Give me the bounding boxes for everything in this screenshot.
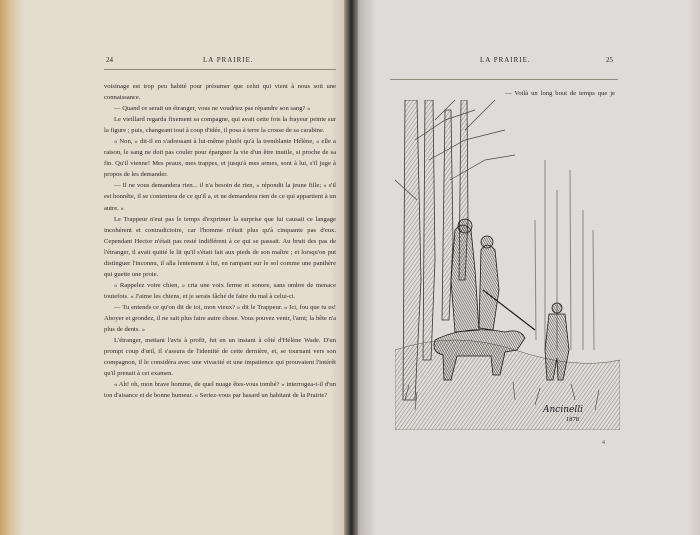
left-page-number: 24	[106, 56, 113, 64]
paragraph: L'étranger, mettant l'avis à profit, fut en un instant à côté d'Hélène Wade. D'un prompt coup d'œil, il s'assura de l'identité de cette dernière, et, se tournant vers son compagnon, il le considéra avec une vivacité et une impatience qui prouvaient l'intérêt qu'il prenait à cet examen.	[104, 337, 336, 378]
right-header-rule	[390, 79, 618, 80]
right-running-head: LA PRAIRIE.	[480, 56, 531, 64]
paragraph: Le Trappeur n'eut pas le temps d'exprimer la surprise que lui causait ce langage incohérent et contradictoire, car l'homme n'était plus qu'à cinquante pas d'eux. Cependant Hector n'était pas resté indifférent à ce qui se passait. Au bruit des pas de l'étranger, il avait quitté le lit qu'il s'était fait aux pieds de son maître ; et lorsqu'on put distinguer l'inconnu, il alla lentement à lui, en rampant sur le sol comme une panthère qui guette une proie.	[104, 215, 336, 278]
left-header-rule	[104, 69, 336, 70]
paragraph: « Rappelez votre chien, » cria une voix ferme et sonore, sans ombre de menace toutefois. « J'aime les chiens, et je serais fâché de faire du mal à celui-ci.	[104, 281, 336, 300]
paragraph: — Il ne vous demandera rien... il n'a besoin de rien, » répondit la jeune fille; « s'il est honnête, il se contentera de ce qu'il a, et ne demandera rien de ce qui appartient à un autre. »	[104, 182, 336, 212]
left-body-text	[104, 81, 336, 401]
book-gutter	[344, 0, 358, 535]
paragraph: — Voilà un long bout de temps que je	[505, 90, 615, 97]
paragraph: Le vieillard regarda fixement sa compagne, qui avait cette fois la frayeur peinte sur la figure ; puis, changeant tout à coup d'idée, il posa à terre la crosse de sa carabine.	[104, 116, 336, 135]
illustration-year: 1878	[566, 416, 579, 423]
paragraph: « Ah! oh, mon brave homme, de quel nuage êtes-vous tombé? » interrogea-t-il d'un ton d'aisance et de bonne humeur. « Seriez-vous par hasard un habitant de la Prairie?	[104, 381, 336, 400]
left-running-head: LA PRAIRIE.	[203, 56, 254, 64]
paragraph: voisinage est trop peu habité pour présumer que celui qui vient à nous soit une connaissance.	[104, 83, 336, 102]
engraving-drawing	[395, 100, 620, 430]
right-page-number: 25	[606, 56, 613, 64]
signature-mark: 4	[602, 440, 605, 446]
illustrator-signature: Ancinelli	[543, 405, 583, 415]
paragraph: — Tu entends ce qu'on dit de toi, mon vieux? » dit le Trappeur. « Ici, fou que tu es! Aboyer et grondez, il ne sait plus faire autre chose. Vous pouvez venir, l'ami; la bête n'a plus de dents. »	[104, 303, 336, 334]
paragraph: — Quand ce serait un étranger, vous ne voudriez pas répandre son sang? »	[114, 105, 311, 113]
paragraph: « Non, » dit-il en s'adressant à lui-même plutôt qu'à la tremblante Hélène, « elle a raison, le sang ne doit pas couler pour épargner la vie d'un être inutile, si proche de sa fin. Qu'il vienne! Mes peaux, mes trappes, et jusqu'à mes armes, sont à lui, s'il juge à propos de les demander.	[104, 138, 336, 179]
forest-illustration	[395, 100, 620, 430]
